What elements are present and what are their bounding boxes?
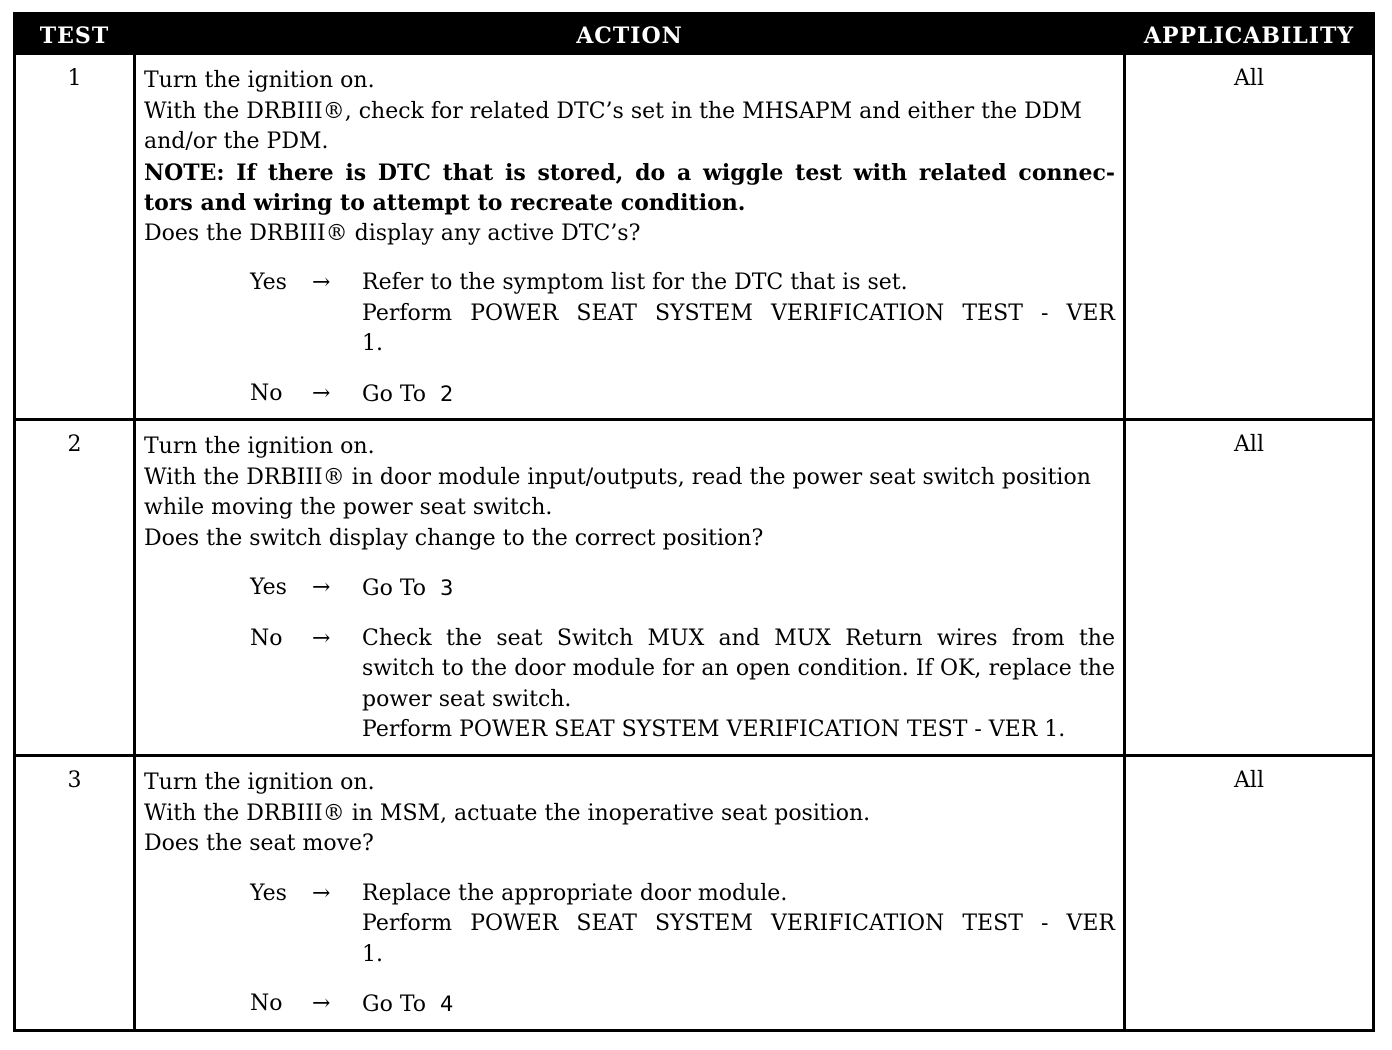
test-number: 1 <box>67 66 82 91</box>
no-branch <box>144 989 1115 1021</box>
applicability-value: All <box>1234 66 1264 91</box>
arrow-icon: → <box>312 625 331 651</box>
action-cell <box>144 66 1115 410</box>
goto-text: Go To <box>362 381 427 407</box>
yes-label: Yes <box>250 880 287 906</box>
header-action: ACTION <box>576 23 683 49</box>
no-label: No <box>250 991 283 1016</box>
yes-label: Yes <box>250 575 287 600</box>
action-line: while moving the power seat switch. <box>144 495 553 520</box>
result-line: Perform POWER SEAT SYSTEM VERIFICATION TEST - VER <box>362 300 1115 326</box>
arrow-icon: → <box>312 991 331 1016</box>
yes-result <box>362 268 1115 360</box>
yes-branch <box>144 573 1115 605</box>
header-applicability: APPLICABILITY <box>1143 23 1355 49</box>
table-row <box>16 757 1372 1029</box>
test-number: 3 <box>67 768 82 793</box>
arrow-icon: → <box>312 380 331 406</box>
no-branch <box>144 379 1115 411</box>
no-label: No <box>250 380 283 406</box>
arrow-icon: → <box>312 880 331 906</box>
table-row <box>16 421 1372 754</box>
goto-text: Go To <box>362 576 427 601</box>
result-line: Replace the appropriate door module. <box>362 880 788 906</box>
note-line: tors and wiring to attempt to recreate condition. <box>144 190 746 216</box>
result-line: switch to the door module for an open condition. If OK, replace the <box>362 656 1115 681</box>
yes-branch <box>144 268 1115 360</box>
diagnostic-test-table <box>13 12 1375 1032</box>
arrow-icon: → <box>312 575 331 600</box>
arrow-icon: → <box>312 270 331 295</box>
applicability-value: All <box>1234 768 1264 793</box>
action-cell <box>144 768 1115 1021</box>
result-line: Refer to the symptom list for the DTC that is set. <box>362 270 908 295</box>
applicability-value: All <box>1234 432 1264 457</box>
result-line: Perform POWER SEAT SYSTEM VERIFICATION TEST - VER <box>362 911 1115 936</box>
no-branch <box>144 624 1115 746</box>
test-number: 2 <box>67 432 82 457</box>
table-row <box>16 55 1372 418</box>
action-line: Turn the ignition on. <box>144 68 375 93</box>
action-line: With the DRBIII® in MSM, actuate the inoperative seat position. <box>144 800 871 826</box>
header-test: TEST <box>39 23 110 49</box>
goto-text: Go To <box>362 992 427 1017</box>
question-line: Does the DRBIII® display any active DTC’s? <box>144 220 641 246</box>
question-line: Does the seat move? <box>144 831 374 856</box>
no-result <box>362 379 1115 411</box>
result-line: 1. <box>362 941 383 967</box>
result-line: power seat switch. <box>362 686 572 712</box>
question-line: Does the switch display change to the correct position? <box>144 525 764 551</box>
yes-result <box>362 879 1115 971</box>
goto-number: 3 <box>440 576 454 600</box>
yes-branch <box>144 879 1115 971</box>
no-label: No <box>250 625 283 651</box>
no-result <box>362 624 1115 746</box>
action-line: Turn the ignition on. <box>144 434 375 459</box>
table-header <box>16 15 1372 55</box>
goto-number: 2 <box>440 381 454 406</box>
result-line: Perform POWER SEAT SYSTEM VERIFICATION TEST - VER 1. <box>362 717 1066 742</box>
action-line: With the DRBIII®, check for related DTC’s set in the MHSAPM and either the DDM <box>144 98 1082 124</box>
goto-number: 4 <box>440 992 454 1016</box>
no-result <box>362 989 1115 1021</box>
result-line: 1. <box>362 331 383 356</box>
yes-result <box>362 573 1115 605</box>
action-cell <box>144 432 1115 746</box>
action-line: With the DRBIII® in door module input/outputs, read the power seat switch position <box>144 464 1091 490</box>
note-line: NOTE: If there is DTC that is stored, do a wiggle test with related connec- <box>144 159 1115 186</box>
result-line: Check the seat Switch MUX and MUX Return wires from the <box>362 625 1115 651</box>
action-line: and/or the PDM. <box>144 129 329 154</box>
yes-label: Yes <box>250 270 287 295</box>
action-line: Turn the ignition on. <box>144 770 375 795</box>
